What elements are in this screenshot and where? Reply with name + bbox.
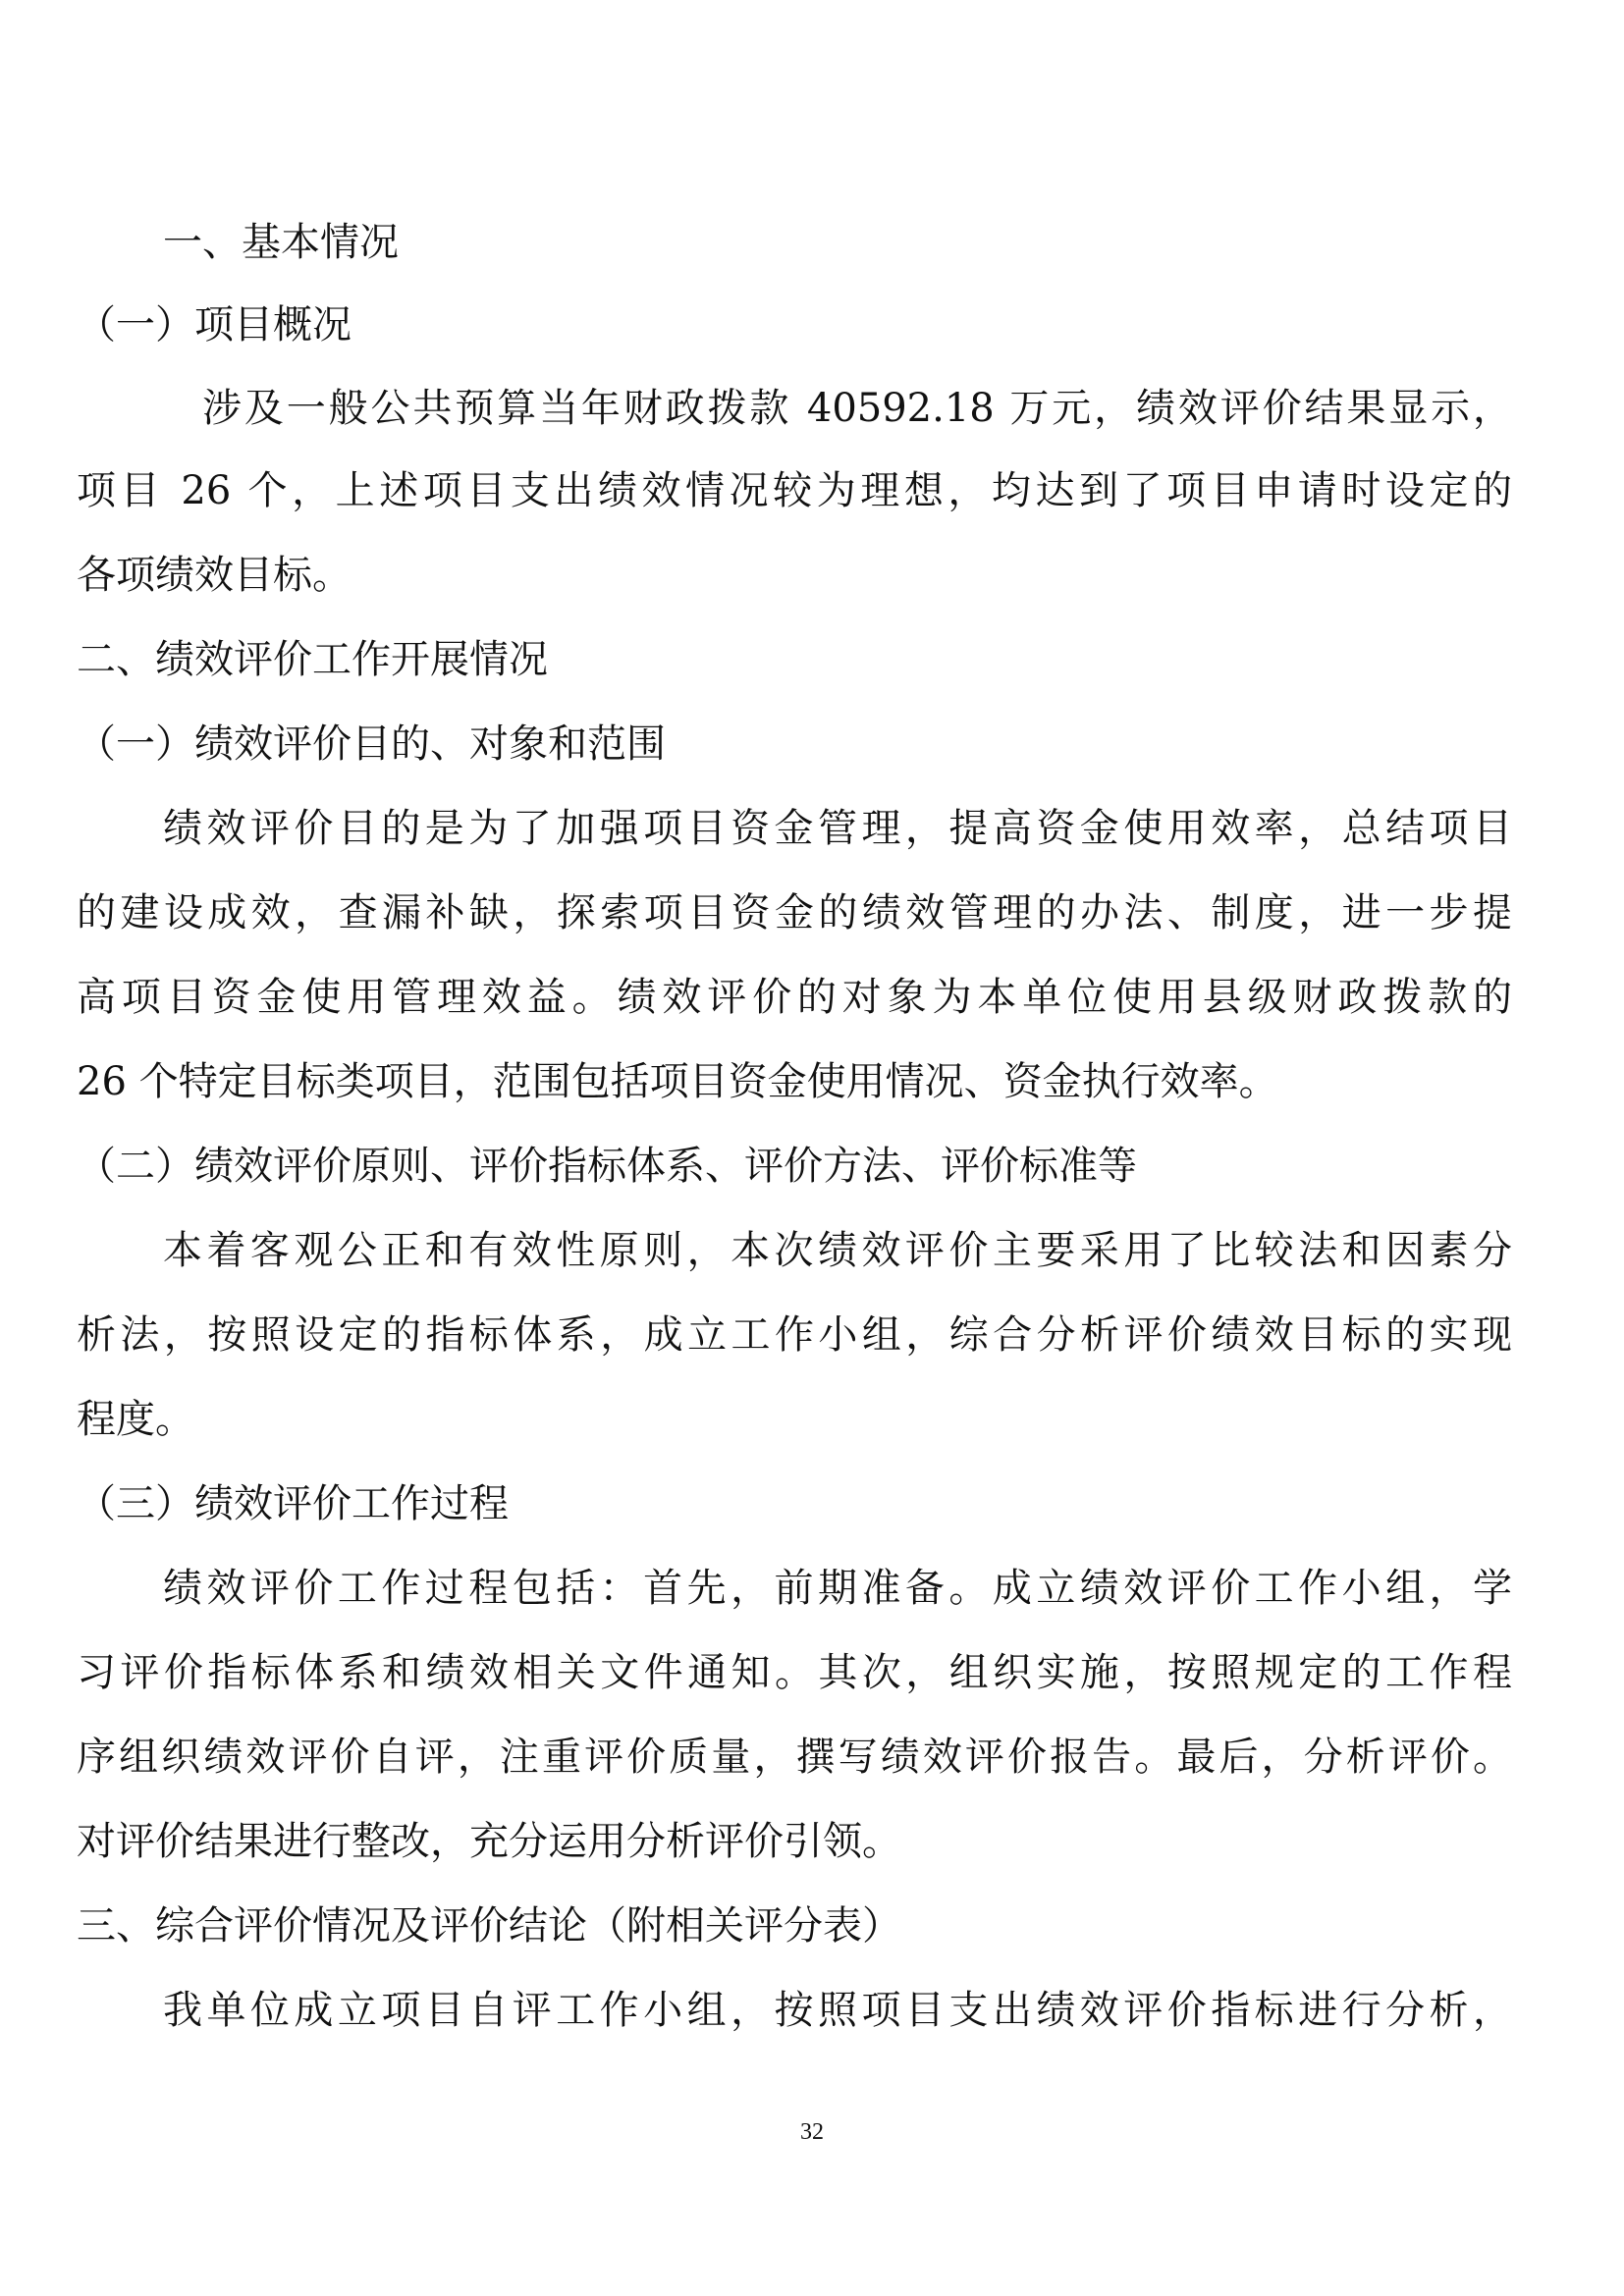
paragraph-line: 26 个特定目标类项目，范围包括项目资金使用情况、资金执行效率。: [77, 1059, 1278, 1104]
paragraph-line: 我单位成立项目自评工作小组，按照项目支出绩效评价指标进行分析，: [163, 1988, 1512, 2033]
paragraph-line: 序组织绩效评价自评，注重评价质量，撰写绩效评价报告。最后，分析评价。: [77, 1735, 1512, 1780]
paragraph-line: 对评价结果进行整改，充分运用分析评价引领。: [77, 1819, 901, 1864]
paragraph-line: 涉及一般公共预算当年财政拨款 40592.18 万元，绩效评价结果显示，: [202, 386, 1512, 431]
page-number: 32: [800, 2119, 824, 2145]
subheading-work-process: （三）绩效评价工作过程: [77, 1481, 509, 1526]
subheading-purpose-scope: （一）绩效评价目的、对象和范围: [77, 721, 666, 767]
paragraph-line: 程度。: [77, 1397, 194, 1442]
subheading-project-overview: （一）项目概况: [77, 302, 352, 347]
heading-section-1: 一、基本情况: [163, 220, 399, 265]
paragraph-line: 本着客观公正和有效性原则，本次绩效评价主要采用了比较法和因素分: [163, 1228, 1512, 1273]
heading-section-2: 二、绩效评价工作开展情况: [77, 637, 548, 682]
paragraph-line: 析法，按照设定的指标体系，成立工作小组，综合分析评价绩效目标的实现: [77, 1312, 1512, 1358]
paragraph-line: 项目 26 个，上述项目支出绩效情况较为理想，均达到了项目申请时设定的: [77, 468, 1512, 513]
paragraph-line: 的建设成效，查漏补缺，探索项目资金的绩效管理的办法、制度，进一步提: [77, 890, 1512, 935]
paragraph-line: 绩效评价工作过程包括：首先，前期准备。成立绩效评价工作小组，学: [163, 1566, 1512, 1611]
subheading-principles-methods: （二）绩效评价原则、评价指标体系、评价方法、评价标准等: [77, 1144, 1137, 1189]
heading-section-3: 三、综合评价情况及评价结论（附相关评分表）: [77, 1903, 901, 1949]
paragraph-line: 习评价指标体系和绩效相关文件通知。其次，组织实施，按照规定的工作程: [77, 1650, 1512, 1695]
paragraph-line: 绩效评价目的是为了加强项目资金管理，提高资金使用效率，总结项目: [163, 806, 1512, 851]
paragraph-line: 高项目资金使用管理效益。绩效评价的对象为本单位使用县级财政拨款的: [77, 975, 1512, 1020]
paragraph-line: 各项绩效目标。: [77, 553, 352, 598]
